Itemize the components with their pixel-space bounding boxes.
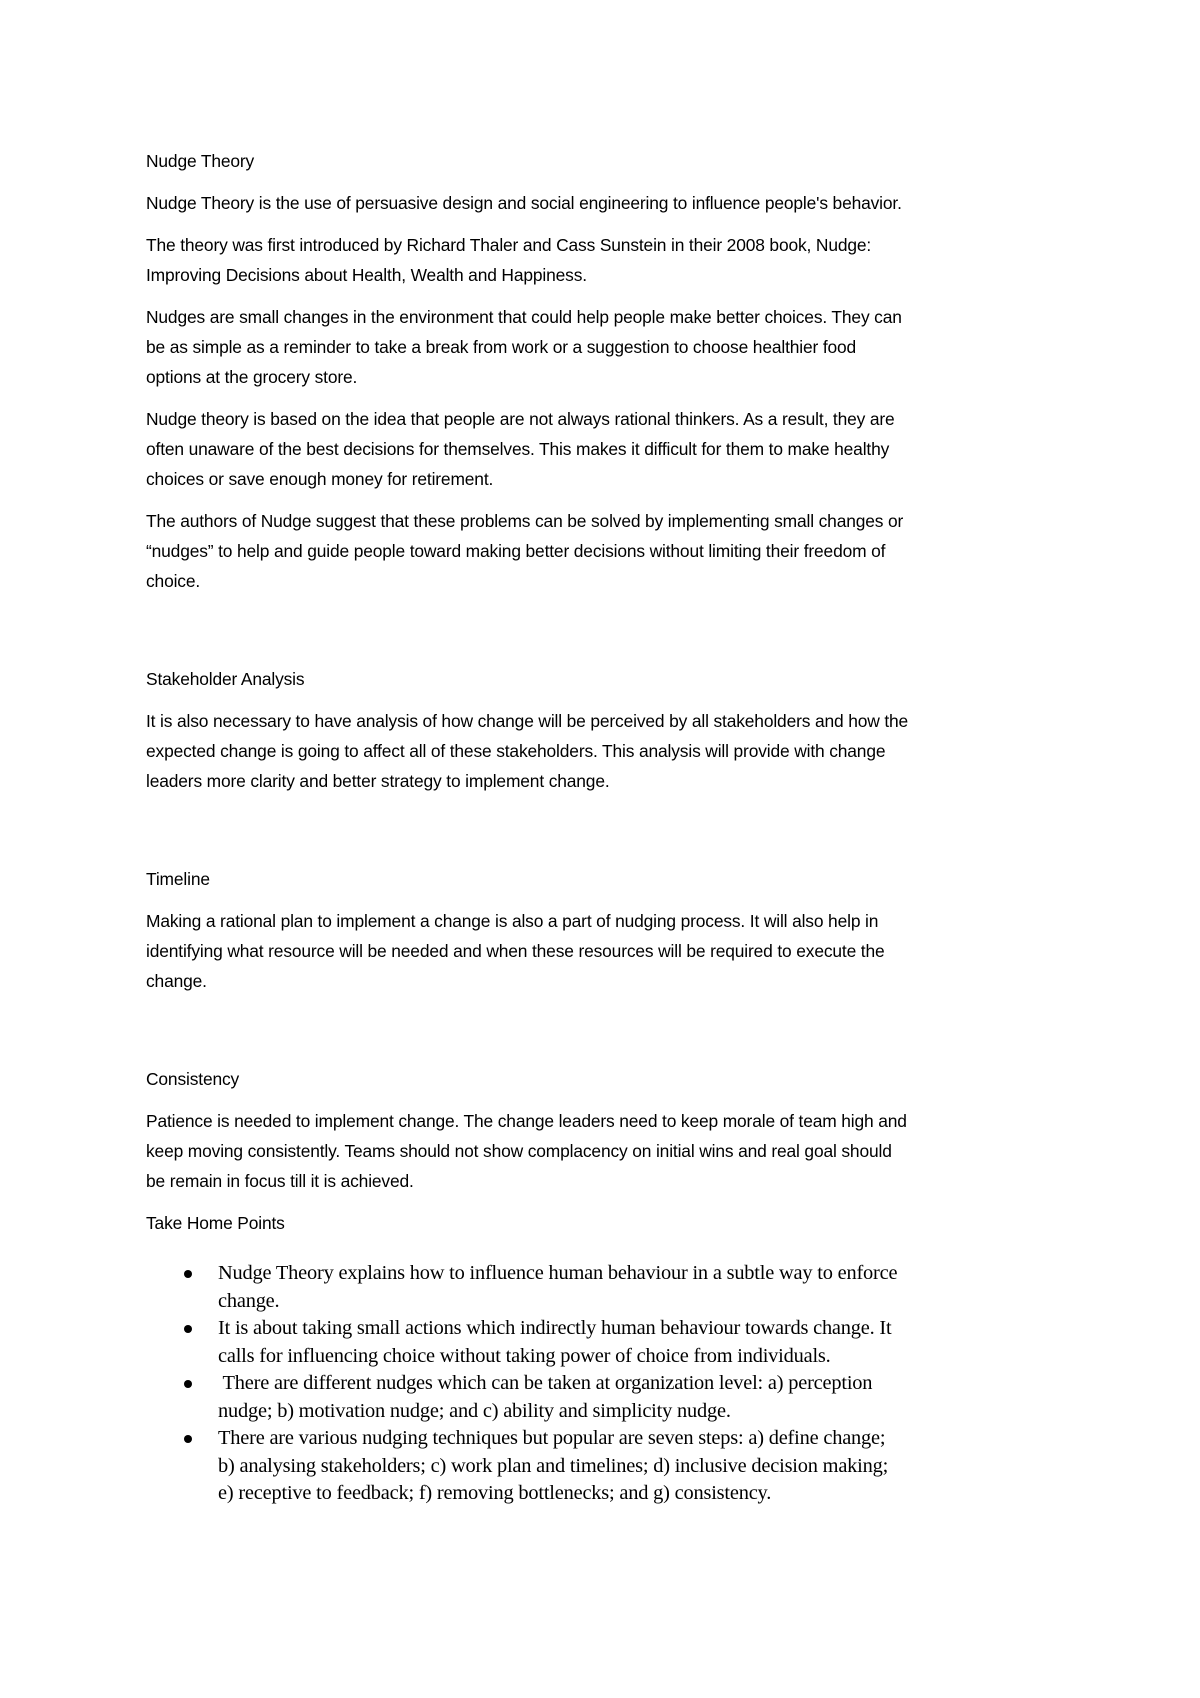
text-line: The theory was first introduced by Richard Thaler and Cass Sunstein in their 2008 book, Nudge: (146, 235, 872, 255)
paragraph-stakeholder (146, 706, 1066, 796)
paragraph-origin (146, 230, 1066, 290)
text-line: be as simple as a reminder to take a break from work or a suggestion to choose healthier food (146, 337, 857, 357)
text-line: Nudge Theory is the use of persuasive design and social engineering to influence people's behavior. (146, 193, 902, 213)
text-line: Nudge theory is based on the idea that people are not always rational thinkers. As a result, they are (146, 409, 895, 429)
text-line: expected change is going to affect all of these stakeholders. This analysis will provide with change (146, 741, 886, 761)
text-line: keep moving consistently. Teams should not show complacency on initial wins and real goal should (146, 1141, 892, 1161)
bullet-icon (184, 1435, 192, 1443)
take-home-list (146, 1260, 1066, 1508)
text-line: be remain in focus till it is achieved. (146, 1171, 414, 1191)
text-line: “nudges” to help and guide people toward making better decisions without limiting their freedom of (146, 541, 886, 561)
paragraph-timeline (146, 906, 1066, 996)
text-line: There are various nudging techniques but popular are seven steps: a) define change; (218, 1427, 886, 1449)
text-line: options at the grocery store. (146, 367, 358, 387)
text-line: choices or save enough money for retirement. (146, 469, 494, 489)
paragraph-rational-thinkers (146, 404, 1066, 494)
text-line: Nudges are small changes in the environment that could help people make better choices. They can (146, 307, 902, 327)
text-line: There are different nudges which can be taken at organization level: a) perception (218, 1372, 873, 1394)
document-body (146, 146, 1066, 1508)
list-item (146, 1370, 1066, 1425)
bullet-icon (184, 1270, 192, 1278)
list-item (146, 1315, 1066, 1370)
heading-stakeholder-analysis: Stakeholder Analysis (146, 669, 305, 689)
text-line: identifying what resource will be needed and when these resources will be required to execute the (146, 941, 885, 961)
text-line: It is about taking small actions which indirectly human behaviour towards change. It (218, 1317, 892, 1339)
bullet-icon (184, 1325, 192, 1333)
text-line: It is also necessary to have analysis of how change will be perceived by all stakeholders and how the (146, 711, 909, 731)
heading-timeline: Timeline (146, 869, 210, 889)
paragraph-definition (146, 188, 1066, 218)
text-line: Making a rational plan to implement a change is also a part of nudging process. It will also help in (146, 911, 879, 931)
paragraph-authors (146, 506, 1066, 596)
list-item (146, 1260, 1066, 1315)
paragraph-small-changes (146, 302, 1066, 392)
heading-consistency: Consistency (146, 1069, 240, 1089)
text-line: change. (146, 971, 207, 991)
text-line: often unaware of the best decisions for themselves. This makes it difficult for them to make healthy (146, 439, 890, 459)
list-item (146, 1425, 1066, 1508)
text-line: Patience is needed to implement change. The change leaders need to keep morale of team high and (146, 1111, 907, 1131)
text-line: choice. (146, 571, 201, 591)
text-line: The authors of Nudge suggest that these problems can be solved by implementing small changes or (146, 511, 904, 531)
text-line: Nudge Theory explains how to influence human behaviour in a subtle way to enforce (218, 1262, 898, 1284)
text-line: nudge; b) motivation nudge; and c) ability and simplicity nudge. (218, 1399, 731, 1422)
text-line: change. (218, 1289, 280, 1312)
text-line: Improving Decisions about Health, Wealth and Happiness. (146, 265, 587, 285)
heading-take-home-points: Take Home Points (146, 1213, 285, 1233)
text-line: leaders more clarity and better strategy to implement change. (146, 771, 610, 791)
bullet-icon (184, 1380, 192, 1388)
text-line: e) receptive to feedback; f) removing bottlenecks; and g) consistency. (218, 1482, 772, 1504)
text-line: calls for influencing choice without taking power of choice from individuals. (218, 1344, 831, 1367)
paragraph-consistency (146, 1106, 1066, 1196)
text-line: b) analysing stakeholders; c) work plan and timelines; d) inclusive decision making; (218, 1454, 889, 1477)
heading-nudge-theory: Nudge Theory (146, 151, 255, 171)
